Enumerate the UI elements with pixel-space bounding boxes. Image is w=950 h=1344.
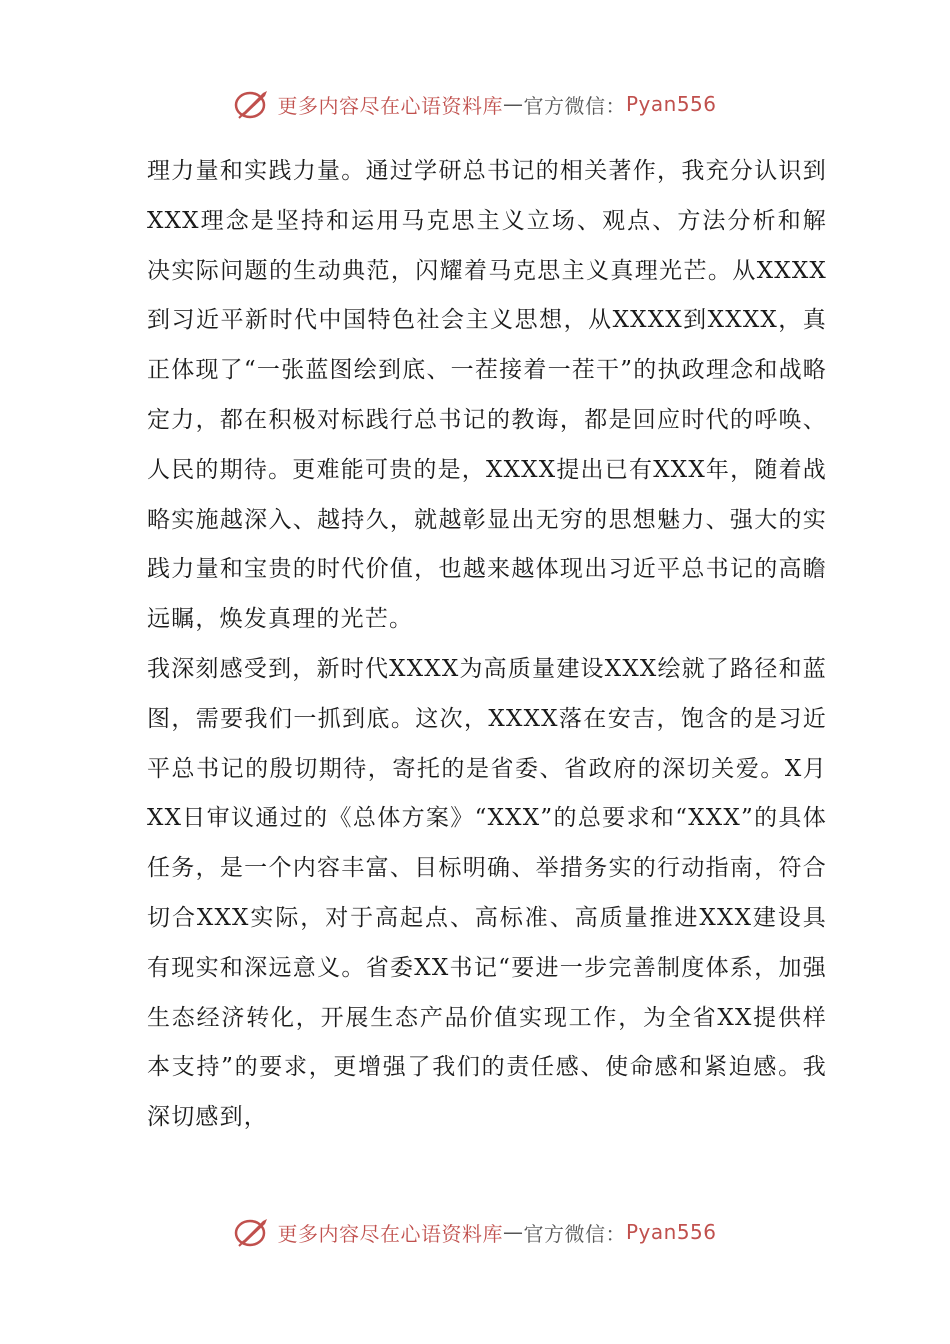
footer-watermark: [0, 1212, 950, 1252]
site-text: 更多内容尽在心语资料库: [277, 1221, 503, 1246]
site-text: 更多内容尽在心语资料库: [277, 93, 503, 118]
paragraph-2: 我深刻感受到，新时代XXXX为高质量建设XXX绘就了路径和蓝图，需要我们一抓到底。这次，XXXX落在安吉，饱含的是习近平总书记的殷切期待，寄托的是省委、省政府的深切关爱。X月XX日审议通过的《总体方案》“XXX”的总要求和“XXX”的具体任务，是一个内容丰富、目标明确、举措务实的行动指南，符合切合XXX实际，对于高起点、高标准、高质量推进XXX建设具有现实和深远意义。省委XX书记“要进一步完善制度体系，加强生态经济转化，开展生态产品价值实现工作，为全省XX提供样本支持”的要求，更增强了我们的责任感、使命感和紧迫感。我深切感到，: [147, 655, 827, 1131]
wechat-label: 官方微信：: [523, 93, 626, 118]
quill-pen-logo-icon: [233, 87, 271, 121]
paragraph-1: 理力量和实践力量。通过学研总书记的相关著作，我充分认识到XXX理念是坚持和运用马克思主义立场、观点、方法分析和解决实际问题的生动典范，闪耀着马克思主义真理光芒。从XXXX到习近平新时代中国特色社会主义思想，从XXXX到XXXX，真正体现了“一张蓝图绘到底、一茬接着一茬干”的执政理念和战略定力，都在积极对标践行总书记的教诲，都是回应时代的呼唤、人民的期待。更难能可贵的是，XXXX提出已有XXX年，随着战略实施越深入、越持久，就越彰显出无穷的思想魅力、强大的实践力量和宝贵的时代价值，也越来越体现出习近平总书记的高瞻远瞩，焕发真理的光芒。: [147, 158, 827, 633]
dash: —: [502, 1220, 524, 1244]
wechat-id: Pyan556: [625, 92, 717, 116]
quill-pen-logo-icon: [233, 1215, 271, 1249]
header-watermark: [0, 84, 950, 124]
wechat-id: Pyan556: [625, 1220, 717, 1244]
document-body: [147, 147, 827, 1143]
wechat-label: 官方微信：: [523, 1221, 626, 1246]
dash: —: [502, 92, 524, 116]
